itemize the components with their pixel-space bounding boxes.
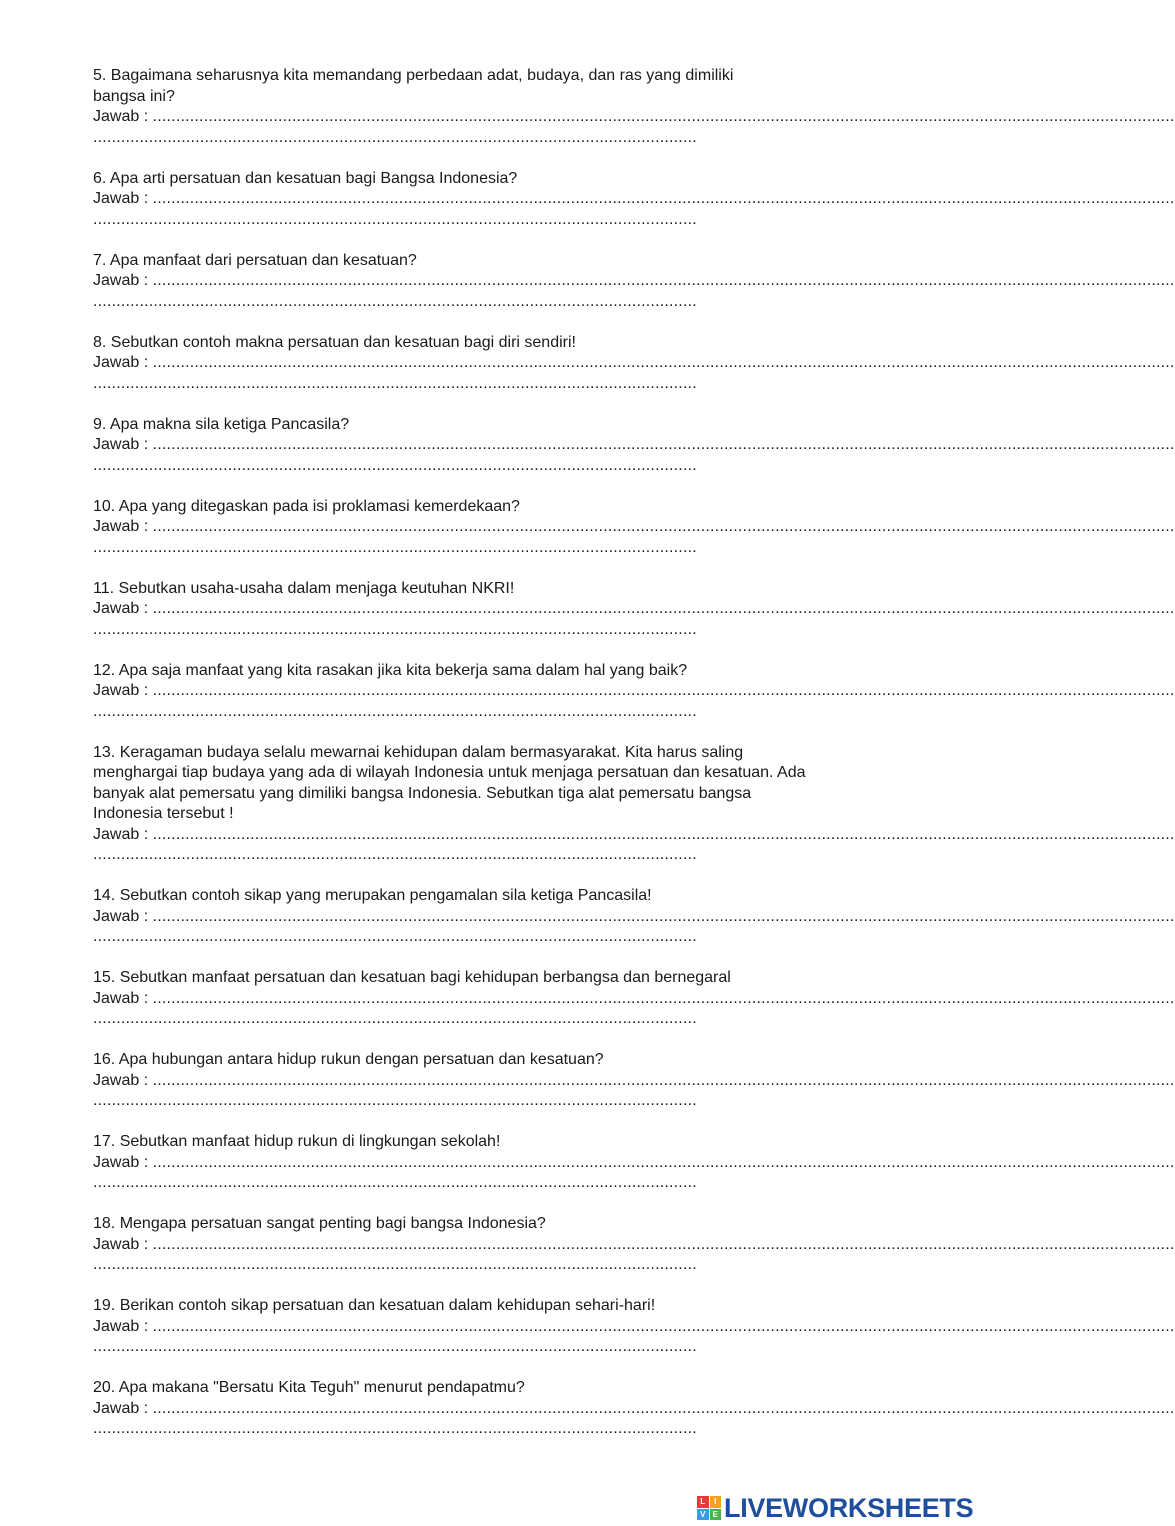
- answer-line-continued[interactable]: [93, 538, 697, 559]
- answer-line[interactable]: [93, 989, 1175, 1010]
- answer-dots: ............................................................................................................................................................................................................................: [152, 1235, 1175, 1253]
- answer-dots: ..................................................................................................................................: [93, 292, 697, 310]
- question-block: [93, 333, 1175, 395]
- question-text: 7. Apa manfaat dari persatuan dan kesatuan?: [93, 251, 417, 269]
- answer-line[interactable]: [93, 1153, 1175, 1174]
- question-block: [93, 1214, 1175, 1276]
- question-block: [93, 1050, 1175, 1112]
- answer-dots: ..................................................................................................................................: [93, 1338, 697, 1355]
- answer-line[interactable]: [93, 1317, 1175, 1338]
- answer-dots: ..................................................................................................................................: [93, 846, 697, 863]
- answer-dots: ..................................................................................................................................: [93, 128, 697, 146]
- answer-dots: ............................................................................................................................................................................................................................: [152, 682, 1175, 699]
- answer-dots: ..................................................................................................................................: [93, 538, 697, 556]
- answer-line-continued[interactable]: [93, 374, 697, 395]
- answer-label: Jawab :: [93, 190, 153, 207]
- question-block: [93, 169, 1175, 231]
- answer-line-continued[interactable]: [93, 845, 697, 866]
- logo-cube-icon: L I V E: [697, 1496, 721, 1520]
- question-block: [93, 497, 1175, 559]
- answer-label: Jawab :: [93, 354, 153, 371]
- question-block: [93, 1378, 1175, 1440]
- answer-dots: ............................................................................................................................................................................................................................: [152, 1399, 1175, 1417]
- answer-dots: ............................................................................................................................................................................................................................: [152, 1071, 1175, 1089]
- answer-line-continued[interactable]: [93, 927, 697, 948]
- answer-line-continued[interactable]: [93, 292, 697, 313]
- answer-dots: ............................................................................................................................................................................................................................: [152, 907, 1175, 925]
- question-text: 6. Apa arti persatuan dan kesatuan bagi Bangsa Indonesia?: [93, 169, 518, 187]
- liveworksheets-logo: [697, 1492, 973, 1524]
- question-text: 14. Sebutkan contoh sikap yang merupakan pengamalan sila ketiga Pancasila!: [93, 887, 652, 904]
- answer-line-continued[interactable]: [93, 1009, 697, 1030]
- answer-line-continued[interactable]: [93, 1255, 697, 1276]
- answer-label: Jawab :: [93, 1153, 153, 1171]
- answer-line[interactable]: [93, 107, 1175, 128]
- answer-line-continued[interactable]: [93, 210, 697, 231]
- question-text: 16. Apa hubungan antara hidup rukun dengan persatuan dan kesatuan?: [93, 1051, 604, 1068]
- question-text: 15. Sebutkan manfaat persatuan dan kesatuan bagi kehidupan berbangsa dan bernegaral: [93, 969, 731, 986]
- answer-line[interactable]: [93, 189, 1175, 210]
- answer-label: Jawab :: [93, 1235, 153, 1253]
- answer-dots: ............................................................................................................................................................................................................................: [152, 354, 1175, 371]
- answer-dots: ..................................................................................................................................: [93, 1092, 697, 1109]
- answer-dots: ............................................................................................................................................................................................................................: [152, 825, 1175, 843]
- answer-line[interactable]: [93, 517, 1175, 538]
- answer-line-continued[interactable]: [93, 1091, 697, 1112]
- worksheet: [93, 66, 1175, 1440]
- answer-line-continued[interactable]: [93, 702, 697, 723]
- answer-line[interactable]: [93, 825, 1175, 846]
- answer-label: Jawab :: [93, 1317, 153, 1335]
- answer-dots: ............................................................................................................................................................................................................................: [152, 190, 1175, 207]
- question-block: [93, 886, 1175, 948]
- answer-dots: ..................................................................................................................................: [93, 210, 697, 228]
- question-block: [93, 968, 1175, 1030]
- answer-dots: ............................................................................................................................................................................................................................: [152, 1317, 1175, 1335]
- answer-line-continued[interactable]: [93, 128, 697, 149]
- answer-label: Jawab :: [93, 108, 153, 125]
- answer-dots: ..................................................................................................................................: [93, 1256, 697, 1273]
- question-text: 12. Apa saja manfaat yang kita rasakan jika kita bekerja sama dalam hal yang baik?: [93, 661, 688, 679]
- question-text: 11. Sebutkan usaha-usaha dalam menjaga keutuhan NKRI!: [93, 579, 515, 597]
- answer-label: Jawab :: [93, 989, 153, 1007]
- question-block: [93, 66, 1175, 148]
- question-block: [93, 415, 1175, 477]
- answer-dots: ............................................................................................................................................................................................................................: [152, 989, 1175, 1007]
- answer-line[interactable]: [93, 353, 1175, 374]
- question-block: [93, 743, 1175, 866]
- question-block: [93, 1296, 1175, 1358]
- question-block: [93, 579, 1175, 641]
- answer-dots: ............................................................................................................................................................................................................................: [152, 600, 1175, 617]
- answer-line[interactable]: [93, 907, 1175, 928]
- answer-dots: ............................................................................................................................................................................................................................: [152, 108, 1175, 125]
- answer-dots: ............................................................................................................................................................................................................................: [152, 272, 1175, 289]
- answer-dots: ..................................................................................................................................: [93, 620, 697, 638]
- question-text: 20. Apa makana "Bersatu Kita Teguh" menurut pendapatmu?: [93, 1379, 525, 1396]
- answer-dots: ..................................................................................................................................: [93, 702, 697, 720]
- answer-line-continued[interactable]: [93, 456, 697, 477]
- logo-text: LIVEWORKSHEETS: [724, 1492, 974, 1523]
- answer-label: Jawab :: [93, 907, 153, 925]
- answer-label: Jawab :: [93, 600, 153, 617]
- question-text: 5. Bagaimana seharusnya kita memandang perbedaan adat, budaya, dan ras yang dimiliki bangsa ini?: [93, 67, 734, 105]
- question-text: 17. Sebutkan manfaat hidup rukun di lingkungan sekolah!: [93, 1133, 501, 1150]
- question-block: [93, 1132, 1175, 1194]
- answer-dots: ..................................................................................................................................: [93, 456, 697, 474]
- answer-dots: ..................................................................................................................................: [93, 1420, 697, 1437]
- answer-line[interactable]: [93, 271, 1175, 292]
- answer-label: Jawab :: [93, 682, 153, 699]
- answer-label: Jawab :: [93, 825, 153, 843]
- answer-dots: ............................................................................................................................................................................................................................: [152, 518, 1175, 535]
- answer-line[interactable]: [93, 681, 1175, 702]
- answer-label: Jawab :: [93, 436, 153, 453]
- answer-line-continued[interactable]: [93, 1337, 697, 1358]
- answer-label: Jawab :: [93, 1071, 153, 1089]
- answer-line[interactable]: [93, 1235, 1175, 1256]
- answer-line-continued[interactable]: [93, 620, 697, 641]
- answer-label: Jawab :: [93, 1399, 153, 1417]
- question-text: 9. Apa makna sila ketiga Pancasila?: [93, 415, 350, 433]
- answer-dots: ..................................................................................................................................: [93, 374, 697, 392]
- question-block: [93, 251, 1175, 313]
- answer-label: Jawab :: [93, 272, 153, 289]
- answer-line-continued[interactable]: [93, 1173, 697, 1194]
- question-text: 19. Berikan contoh sikap persatuan dan kesatuan dalam kehidupan sehari-hari!: [93, 1297, 656, 1314]
- answer-line[interactable]: [93, 1399, 1175, 1420]
- answer-dots: ............................................................................................................................................................................................................................: [152, 1153, 1175, 1171]
- answer-dots: ............................................................................................................................................................................................................................: [152, 436, 1175, 453]
- answer-dots: ..................................................................................................................................: [93, 1174, 697, 1191]
- answer-label: Jawab :: [93, 518, 153, 535]
- question-text: 18. Mengapa persatuan sangat penting bagi bangsa Indonesia?: [93, 1215, 546, 1232]
- question-text: 13. Keragaman budaya selalu mewarnai kehidupan dalam bermasyarakat. Kita harus saling menghargai tiap budaya yang ada di wilayah Indonesia untuk menjaga persatuan dan kesatuan. Ada banyak alat pemersatu yang dimiliki bangsa Indonesia. Sebutkan tiga alat pemersatu bangsa Indonesia tersebut !: [93, 743, 806, 822]
- answer-line-continued[interactable]: [93, 1419, 697, 1440]
- question-text: 8. Sebutkan contoh makna persatuan dan kesatuan bagi diri sendiri!: [93, 333, 576, 351]
- answer-line[interactable]: [93, 435, 1175, 456]
- question-block: [93, 661, 1175, 723]
- answer-dots: ..................................................................................................................................: [93, 1010, 697, 1027]
- answer-dots: ..................................................................................................................................: [93, 928, 697, 945]
- question-text: 10. Apa yang ditegaskan pada isi proklamasi kemerdekaan?: [93, 497, 520, 515]
- answer-line[interactable]: [93, 599, 1175, 620]
- answer-line[interactable]: [93, 1071, 1175, 1092]
